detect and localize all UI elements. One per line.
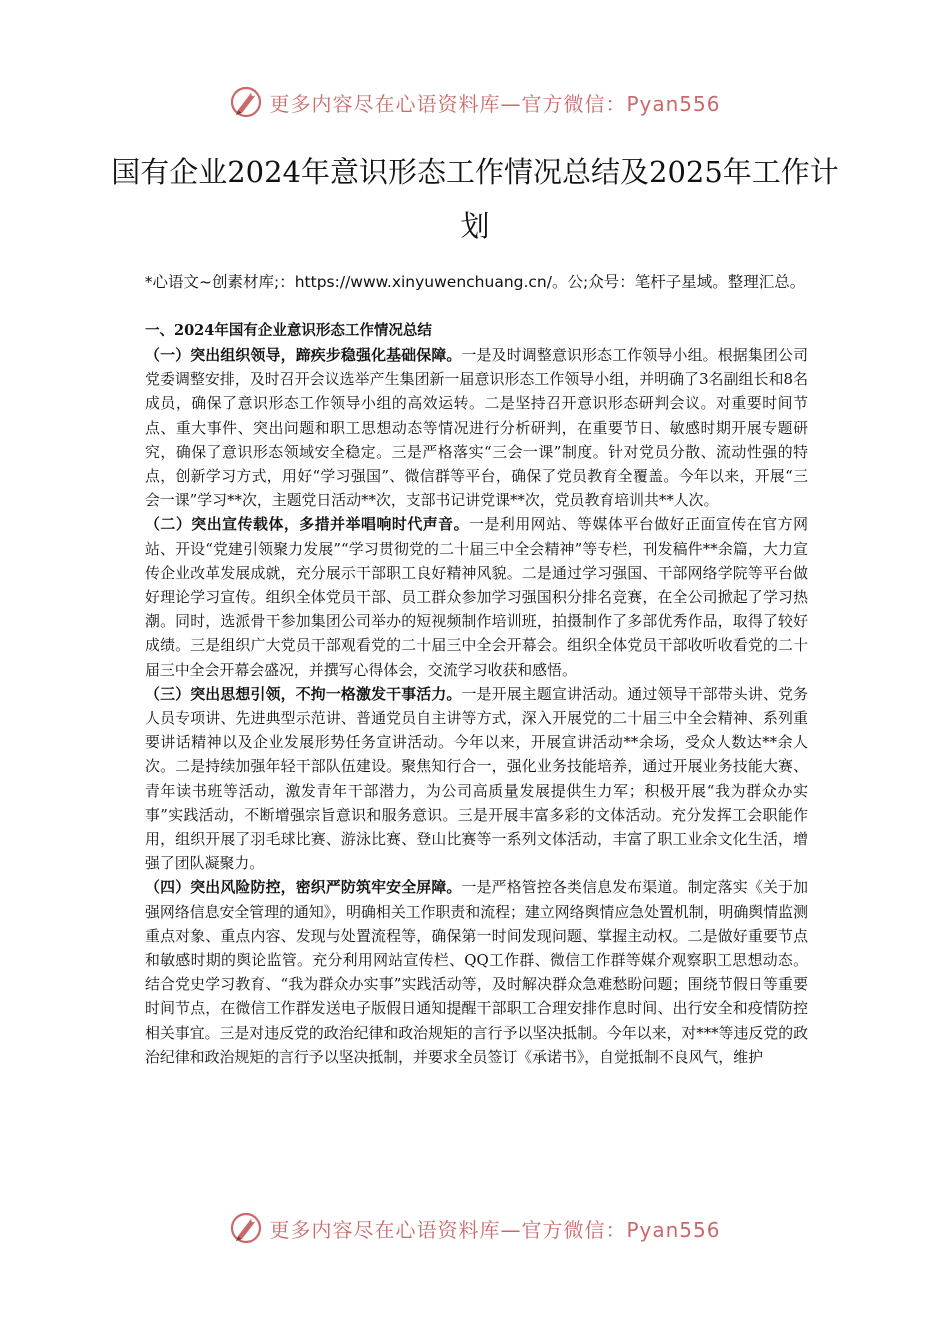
banner-text: 更多内容尽在心语资料库—官方微信：Pyan556 [269,1217,721,1242]
paragraph-text: 一是严格管控各类信息发布渠道。制定落实《关于加强网络信息安全管理的通知》，明确相关工作职责和流程；建立网络舆情应急处置机制，明确舆情监测重点对象、重点内容、发现与处置流程等，确保第一时间发现问题、掌握主动权。二是做好重要节点和敏感时期的舆论监管。充分利用网站宣传栏、QQ工作群、微信工作群等媒介观察职工思想动态。结合党史学习教育、“我为群众办实事”实践活动等，及时解决群众急难愁盼问题；围绕节假日等重要时间节点，在微信工作群发送电子版假日通知提醒干部职工合理安排作息时间、出行安全和疫情防控相关事宜。三是对违反党的政治纪律和政治规矩的言行予以坚决抵制。今年以来，对***等违反党的政治纪律和政治规矩的言行予以坚决抵制，并要求全员签订《承诺书》，自觉抵制不良风气，维护 [145,878,808,1066]
paragraph-1 [145,343,808,512]
banner-text: 更多内容尽在心语资料库—官方微信：Pyan556 [269,91,721,116]
section-heading: 一、2024年国有企业意识形态工作情况总结 [145,322,432,339]
footer-banner [0,1206,950,1250]
document-body [145,319,808,1069]
source-note: *心语文~创素材库;：https://www.xinyuwenchuang.cn/。公;众号：笔杆子星域。整理汇总。 [144,273,806,291]
paragraph-2 [145,512,808,681]
pen-logo-icon [229,1211,263,1245]
pen-logo-icon [229,85,263,119]
paragraph-heading: （二）突出宣传载体，多措并举唱响时代声音。 [145,515,470,534]
page-title: 国有企业2024年意识形态工作情况总结及2025年工作计划 [111,155,839,243]
paragraph-heading: （三）突出思想引领，不拘一格激发干事活力。 [145,684,462,703]
paragraph-4 [145,875,808,1069]
paragraph-text: 一是开展主题宣讲活动。通过领导干部带头讲、党务人员专项讲、先进典型示范讲、普通党员自主讲等方式，深入开展党的二十届三中全会精神、系列重要讲话精神以及企业发展形势任务宣讲活动。今年以来，开展宣讲活动**余场，受众人数达**余人次。二是持续加强年轻干部队伍建设。聚焦知行合一，强化业务技能培养，通过开展业务技能大赛、青年读书班等活动，激发青年干部潜力，为公司高质量发展提供生力军；积极开展“我为群众办实事”实践活动，不断增强宗旨意识和服务意识。三是开展丰富多彩的文体活动。充分发挥工会职能作用，组织开展了羽毛球比赛、游泳比赛、登山比赛等一系列文体活动，丰富了职工业余文化生活，增强了团队凝聚力。 [145,684,808,873]
paragraph-heading: （四）突出风险防控，密织严防筑牢安全屏障。 [145,878,462,897]
paragraph-heading: （一）突出组织领导，蹄疾步稳强化基础保障。 [145,346,462,364]
paragraph-3 [145,682,808,876]
paragraph-text: 一是利用网站、等媒体平台做好正面宣传在官方网站、开设“党建引领聚力发展”“学习贯彻党的二十届三中全会精神”等专栏，刊发稿件**余篇，大力宣传企业改革发展成就，充分展示干部职工良好精神风貌。二是通过学习强国、干部网络学院等平台做好理论学习宣传。组织全体党员干部、员工群众参加学习强国积分排名竞赛，在全公司掀起了学习热潮。同时，选派骨干参加集团公司举办的短视频制作培训班，拍摄制作了多部优秀作品，取得了较好成绩。三是组织广大党员干部观看党的二十届三中全会开幕会。组织全体党员干部收听收看党的二十届三中全会开幕会盛况，并撰写心得体会，交流学习收获和感悟。 [145,515,808,679]
paragraph-text: 一是及时调整意识形态工作领导小组。根据集团公司党委调整安排，及时召开会议选举产生集团新一届意识形态工作领导小组，并明确了3名副组长和8名成员，确保了意识形态工作领导小组的高效运转。二是坚持召开意识形态研判会议。对重要时间节点、重大事件、突出问题和职工思想动态等情况进行分析研判，在重要节日、敏感时期开展专题研究，确保了意识形态领域安全稳定。三是严格落实“三会一课”制度。针对党员分散、流动性强的特点，创新学习方式，用好“学习强国”、微信群等平台，确保了党员教育全覆盖。今年以来，开展“三会一课”学习**次，主题党日活动**次，支部书记讲党课**次，党员教育培训共**人次。 [145,346,808,510]
header-banner [0,80,950,124]
